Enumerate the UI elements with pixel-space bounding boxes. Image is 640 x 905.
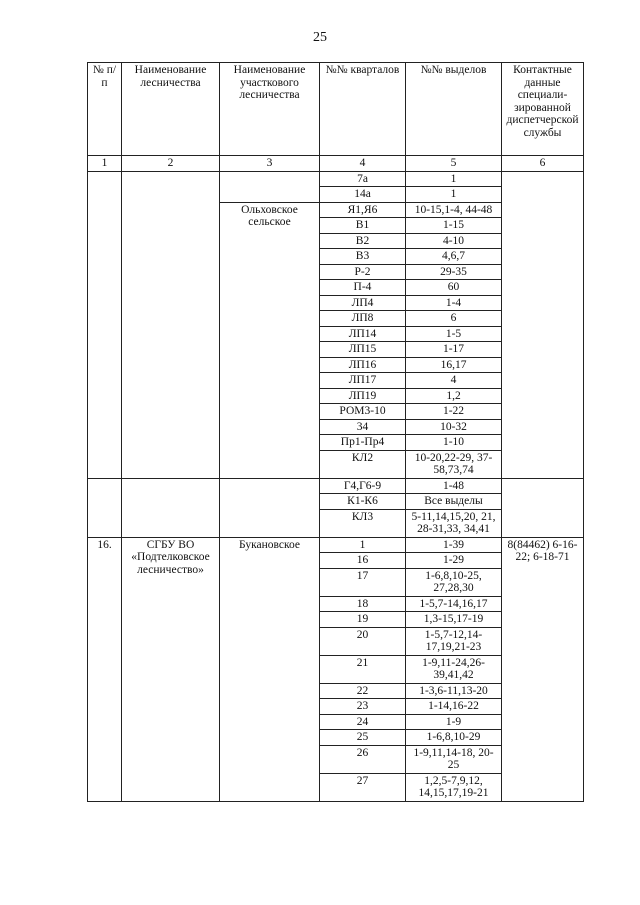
quarter-cell: РОМ3-10 [320,404,406,420]
quarter-cell: 21 [320,655,406,683]
plot-cell: 60 [406,280,502,296]
quarter-cell: 34 [320,419,406,435]
forestry-table [87,62,584,802]
header-forestry: Наименование лесничества [122,63,220,156]
plot-cell: 1-39 [406,537,502,553]
contact-cell [502,171,584,478]
column-number-row [88,156,584,172]
quarter-cell: К1-К6 [320,494,406,510]
forestry-name-cell [122,478,220,537]
plot-cell: 29-35 [406,264,502,280]
plot-cell: 1-5,7-14,16,17 [406,596,502,612]
header-number: № п/п [88,63,122,156]
plot-cell: 1-4 [406,295,502,311]
row-number-cell [88,171,122,478]
district-forestry-cell: Ольховское сельское [220,202,320,478]
quarter-cell: ЛП17 [320,373,406,389]
district-forestry-cell: Букановское [220,537,320,801]
column-number: 6 [502,156,584,172]
header-quarters: №№ кварталов [320,63,406,156]
plot-cell: 1-5 [406,326,502,342]
row-number-cell [88,478,122,537]
table-row [88,537,584,553]
plot-cell: 16,17 [406,357,502,373]
plot-cell: 1-6,8,10-25, 27,28,30 [406,568,502,596]
quarter-cell: 19 [320,612,406,628]
district-forestry-cell [220,171,320,202]
plot-cell: 1-9 [406,714,502,730]
quarter-cell: ЛП8 [320,311,406,327]
plot-cell: 1-5,7-12,14-17,19,21-23 [406,627,502,655]
plot-cell: 1 [406,171,502,187]
quarter-cell: КЛ2 [320,450,406,478]
quarter-cell: 18 [320,596,406,612]
plot-cell: 1 [406,187,502,203]
quarter-cell: ЛП19 [320,388,406,404]
column-number: 2 [122,156,220,172]
plot-cell: 1,2,5-7,9,12, 14,15,17,19-21 [406,773,502,801]
plot-cell: 4 [406,373,502,389]
page-number: 25 [313,30,327,45]
plot-cell: Все выделы [406,494,502,510]
plot-cell: 1-17 [406,342,502,358]
quarter-cell: 1 [320,537,406,553]
quarter-cell: ЛП4 [320,295,406,311]
plot-cell: 10-15,1-4, 44-48 [406,202,502,218]
contact-cell [502,478,584,537]
header-contacts: Контактные данные специали-зированной диспетчерской службы [502,63,584,156]
quarter-cell: В2 [320,233,406,249]
quarter-cell: 17 [320,568,406,596]
plot-cell: 1-3,6-11,13-20 [406,683,502,699]
plot-cell: 10-32 [406,419,502,435]
plot-cell: 1-10 [406,435,502,451]
header-plots: №№ выделов [406,63,502,156]
quarter-cell: П-4 [320,280,406,296]
plot-cell: 6 [406,311,502,327]
table-body [88,171,584,801]
forestry-name-cell: СГБУ ВО «Подтелковское лесничество» [122,537,220,801]
quarter-cell: 7а [320,171,406,187]
quarter-cell: Р-2 [320,264,406,280]
column-number: 4 [320,156,406,172]
quarter-cell: 14а [320,187,406,203]
quarter-cell: 27 [320,773,406,801]
forestry-name-cell [122,171,220,478]
plot-cell: 1-9,11,14-18, 20-25 [406,745,502,773]
column-number: 5 [406,156,502,172]
quarter-cell: КЛ3 [320,509,406,537]
column-number: 1 [88,156,122,172]
plot-cell: 4,6,7 [406,249,502,265]
table-row [88,171,584,187]
plot-cell: 4-10 [406,233,502,249]
quarter-cell: 25 [320,730,406,746]
quarter-cell: 23 [320,699,406,715]
quarter-cell: 26 [320,745,406,773]
quarter-cell: ЛП14 [320,326,406,342]
table-row [88,478,584,494]
plot-cell: 1-9,11-24,26-39,41,42 [406,655,502,683]
district-forestry-cell [220,478,320,537]
quarter-cell: Пр1-Пр4 [320,435,406,451]
plot-cell: 1-6,8,10-29 [406,730,502,746]
quarter-cell: Г4,Г6-9 [320,478,406,494]
plot-cell: 10-20,22-29, 37-58,73,74 [406,450,502,478]
quarter-cell: 20 [320,627,406,655]
plot-cell: 5-11,14,15,20, 21, 28-31,33, 34,41 [406,509,502,537]
plot-cell: 1-15 [406,218,502,234]
header-row [88,63,584,156]
quarter-cell: В3 [320,249,406,265]
quarter-cell: ЛП16 [320,357,406,373]
plot-cell: 1,3-15,17-19 [406,612,502,628]
quarter-cell: 24 [320,714,406,730]
plot-cell: 1-14,16-22 [406,699,502,715]
contact-cell: 8(84462) 6-16-22; 6-18-71 [502,537,584,801]
quarter-cell: В1 [320,218,406,234]
quarter-cell: 22 [320,683,406,699]
row-number-cell: 16. [88,537,122,801]
quarter-cell: ЛП15 [320,342,406,358]
column-number: 3 [220,156,320,172]
quarter-cell: Я1,Я6 [320,202,406,218]
plot-cell: 1,2 [406,388,502,404]
header-district-forestry: Наименование участкового лесничества [220,63,320,156]
plot-cell: 1-22 [406,404,502,420]
plot-cell: 1-48 [406,478,502,494]
plot-cell: 1-29 [406,553,502,569]
quarter-cell: 16 [320,553,406,569]
